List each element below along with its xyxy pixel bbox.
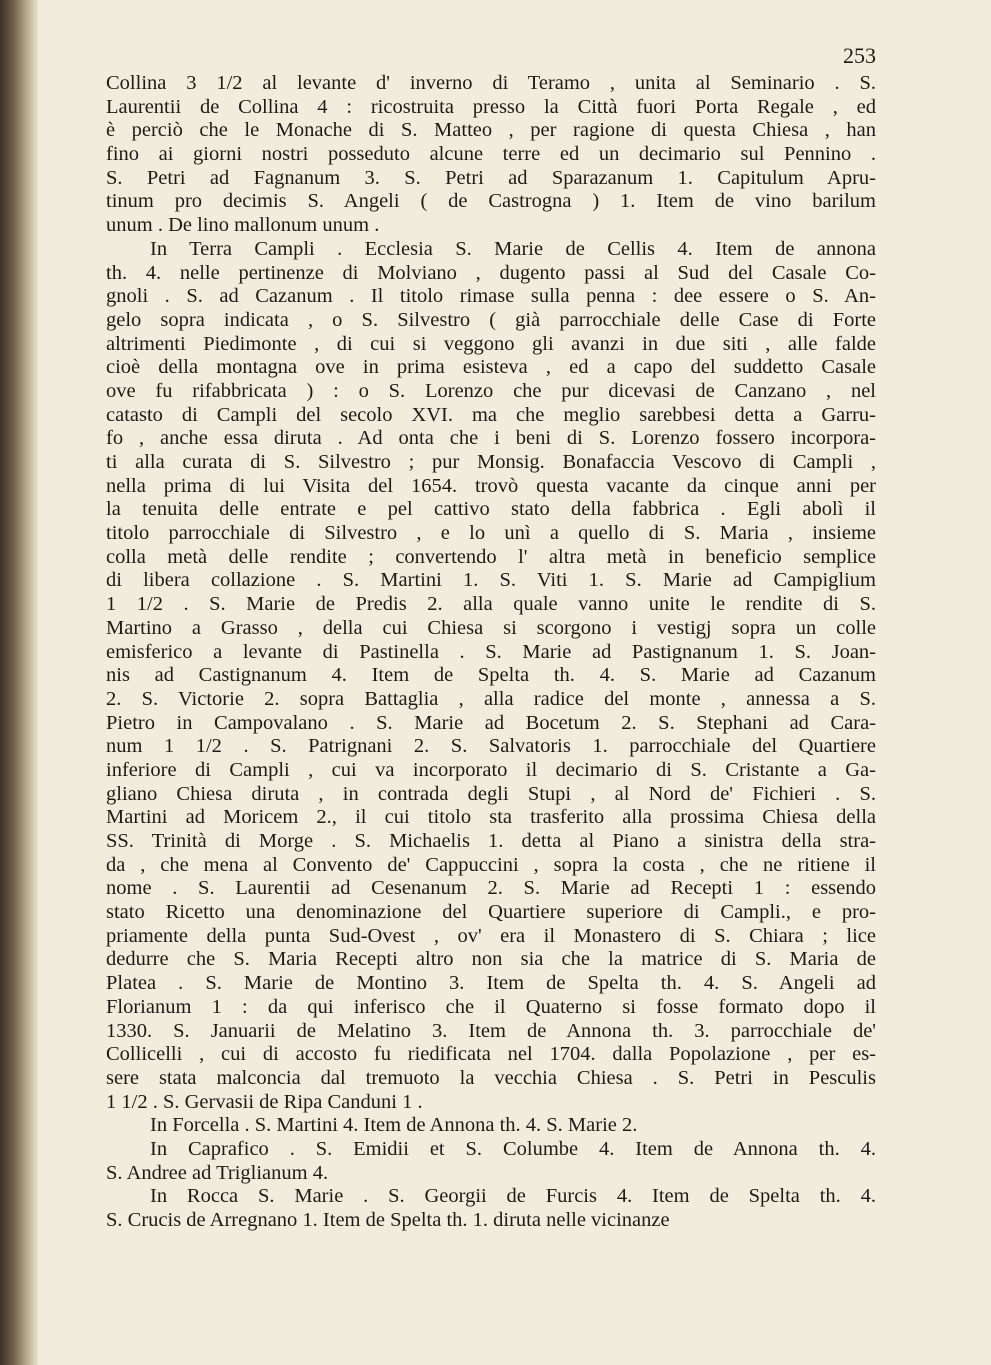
paragraph — [106, 238, 876, 1114]
text-line — [106, 119, 876, 143]
text-line — [106, 190, 876, 214]
text-line — [106, 664, 876, 688]
text-line — [106, 96, 876, 120]
text-line-content: catasto di Campli del secolo XVI. ma che meglio sarebbesi detta a Garru- — [106, 403, 876, 426]
text-line-content: emisferico a levante di Pastinella . S. Marie ad Pastignanum 1. S. Joan- — [106, 640, 876, 663]
text-line — [106, 854, 876, 878]
text-line-content: In Caprafico . S. Emidii et S. Columbe 4. Item de Annona th. 4. — [150, 1137, 876, 1160]
text-line — [106, 451, 876, 475]
text-line — [106, 143, 876, 167]
text-line — [106, 214, 876, 238]
text-line-content: Martino a Grasso , della cui Chiesa si scorgono i vestigj sopra un colle — [106, 616, 876, 639]
text-line-content: 1 1/2 . S. Marie de Predis 2. alla quale vanno unite le rendite di S. — [106, 593, 876, 616]
text-line — [106, 333, 876, 357]
text-line — [106, 522, 876, 546]
text-line-content: Florianum 1 : da qui inferisco che il Quaterno si fosse formato dopo il — [106, 995, 876, 1018]
text-line-content: nis ad Castignanum 4. Item de Spelta th. 4. S. Marie ad Cazanum — [106, 664, 876, 687]
text-line — [106, 617, 876, 641]
text-line-content: SS. Trinità di Morge . S. Michaelis 1. detta al Piano a sinistra della stra- — [106, 830, 876, 852]
text-line-content: cioè della montagna ove in prima esisteva , ed a capo del suddetto Casale — [106, 356, 876, 379]
book-page — [106, 44, 876, 1344]
text-line-content: gelo sopra indicata , o S. Silvestro ( già parrocchiale delle Case di Forte — [106, 308, 876, 331]
text-line-content: di libera collazione . S. Martini 1. S. Viti 1. S. Marie ad Campiglium — [106, 569, 876, 592]
text-line-content: S. Petri ad Fagnanum 3. S. Petri ad Sparazanum 1. Capitulum Apru- — [106, 166, 876, 189]
text-line-content: In Rocca S. Marie . S. Georgii de Furcis 4. Item de Spelta th. 4. — [150, 1185, 876, 1208]
text-line-content: th. 4. nelle pertinenze di Molviano , dugento passi al Sud del Casale Co- — [106, 261, 876, 284]
text-line — [106, 285, 876, 309]
text-line — [106, 1209, 876, 1233]
book-gutter-shadow — [0, 0, 38, 1365]
text-line-content: In Forcella . S. Martini 4. Item de Annona th. 4. S. Marie 2. — [150, 1114, 638, 1137]
text-line-content: Collina 3 1/2 al levante d' inverno di Teramo , unita al Seminario . S. — [106, 72, 876, 94]
text-line — [106, 877, 876, 901]
text-line — [106, 901, 876, 925]
text-line — [106, 925, 876, 949]
text-line — [106, 593, 876, 617]
text-line — [106, 948, 876, 972]
text-line — [106, 72, 876, 96]
text-line-content: ti alla curata di S. Silvestro ; pur Monsig. Bonafaccia Vescovo di Campli , — [106, 451, 876, 473]
text-line — [106, 309, 876, 333]
text-line — [106, 238, 876, 262]
text-line — [106, 1043, 876, 1067]
text-line-content: ove fu rifabbricata ) : o S. Lorenzo che pur dicevasi de Canzano , nel — [106, 379, 876, 402]
text-line — [106, 1091, 876, 1115]
text-line — [106, 1138, 876, 1162]
text-line-content: stato Ricetto una denominazione del Quartiere superiore di Campli., e pro- — [106, 901, 876, 924]
text-line — [106, 498, 876, 522]
text-line-content: 1 1/2 . S. Gervasii de Ripa Canduni 1 . — [106, 1090, 423, 1113]
page-number: 253 — [843, 43, 876, 68]
text-line — [106, 783, 876, 807]
text-line-content: dedurre che S. Maria Recepti altro non sia che la matrice di S. Maria de — [106, 948, 876, 971]
text-line-content: sere stata malconcia dal tremuoto la vecchia Chiesa . S. Petri in Pesculis — [106, 1066, 876, 1089]
text-line-content: Collicelli , cui di accosto fu riedificata nel 1704. dalla Popolazione , per es- — [106, 1043, 876, 1066]
text-line-content: da , che mena al Convento de' Cappuccini , sopra la costa , che ne ritiene il — [106, 853, 876, 876]
text-line-content: num 1 1/2 . S. Patrignani 2. S. Salvatoris 1. parrocchiale del Quartiere — [106, 735, 876, 758]
paragraph — [106, 72, 876, 238]
text-line-content: gnoli . S. ad Cazanum . Il titolo rimase sulla penna : dee essere o S. An- — [106, 285, 876, 308]
text-line-content: In Terra Campli . Ecclesia S. Marie de Cellis 4. Item de annona — [150, 237, 876, 260]
text-line-content: fino ai giorni nostri posseduto alcune terre ed un decimario sul Pennino . — [106, 143, 876, 166]
text-line — [106, 1185, 876, 1209]
text-line — [106, 830, 876, 854]
text-line-content: è perciò che le Monache di S. Matteo , per ragione di questa Chiesa , han — [106, 119, 876, 142]
text-line — [106, 1162, 876, 1186]
text-line — [106, 641, 876, 665]
text-line-content: nome . S. Laurentii ad Cesenanum 2. S. Marie ad Recepti 1 : essendo — [106, 877, 876, 900]
text-line-content: gliano Chiesa diruta , in contrada degli Stupi , al Nord de' Fichieri . S. — [106, 782, 876, 805]
text-line-content: Martini ad Moricem 2., il cui titolo sta trasferito alla prossima Chiesa della — [106, 806, 876, 829]
text-line — [106, 688, 876, 712]
text-line — [106, 356, 876, 380]
text-line-content: 2. S. Victorie 2. sopra Battaglia , alla radice del monte , annessa a S. — [106, 687, 876, 710]
text-line-content: titolo parrocchiale di Silvestro , e lo unì a quello di S. Maria , insieme — [106, 522, 876, 545]
text-line-content: nella prima di lui Visita del 1654. trovò questa vacante da cinque anni per — [106, 474, 876, 497]
text-line — [106, 262, 876, 286]
text-line-content: Pietro in Campovalano . S. Marie ad Bocetum 2. S. Stephani ad Cara- — [106, 711, 876, 734]
text-line-content: la tenuita delle entrate e pel cattivo stato della fabbrica . Egli abolì il — [106, 498, 876, 521]
text-line-content: Platea . S. Marie de Montino 3. Item de Spelta th. 4. S. Angeli ad — [106, 972, 876, 995]
text-line-content: unum . De lino mallonum unum . — [106, 214, 380, 237]
text-line — [106, 806, 876, 830]
text-line-content: Laurentii de Collina 4 : ricostruita presso la Città fuori Porta Regale , ed — [106, 95, 876, 118]
text-line — [106, 1067, 876, 1091]
text-line-content: S. Crucis de Arregnano 1. Item de Spelta th. 1. diruta nelle vicinanze — [106, 1209, 670, 1231]
text-line-content: altrimenti Piedimonte , di cui si veggono gli avanzi in due siti , alle falde — [106, 332, 876, 355]
text-line — [106, 569, 876, 593]
text-line — [106, 404, 876, 428]
text-line-content: S. Andree ad Triglianum 4. — [106, 1161, 329, 1184]
text-line — [106, 972, 876, 996]
text-line-content: priamente della punta Sud-Ovest , ov' era il Monastero di S. Chiara ; lice — [106, 924, 876, 947]
text-line — [106, 427, 876, 451]
text-line — [106, 996, 876, 1020]
text-line — [106, 712, 876, 736]
page-body-text — [106, 72, 876, 1233]
paragraph — [106, 1185, 876, 1232]
paragraph — [106, 1138, 876, 1185]
text-line-content: 1330. S. Januarii de Melatino 3. Item de Annona th. 3. parrocchiale de' — [106, 1019, 876, 1042]
text-line — [106, 1114, 876, 1138]
text-line-content: inferiore di Campli , cui va incorporato il decimario di S. Cristante a Ga- — [106, 758, 876, 781]
text-line-content: tinum pro decimis S. Angeli ( de Castrogna ) 1. Item de vino barilum — [106, 190, 876, 213]
text-line — [106, 1020, 876, 1044]
text-line — [106, 546, 876, 570]
text-line-content: colla metà delle rendite ; convertendo l' altra metà in beneficio semplice — [106, 545, 876, 568]
text-line — [106, 380, 876, 404]
text-line — [106, 735, 876, 759]
text-line — [106, 759, 876, 783]
text-line-content: fo , anche essa diruta . Ad onta che i beni di S. Lorenzo fossero incorpora- — [106, 427, 876, 450]
text-line — [106, 475, 876, 499]
paragraph — [106, 1114, 876, 1138]
text-line — [106, 167, 876, 191]
